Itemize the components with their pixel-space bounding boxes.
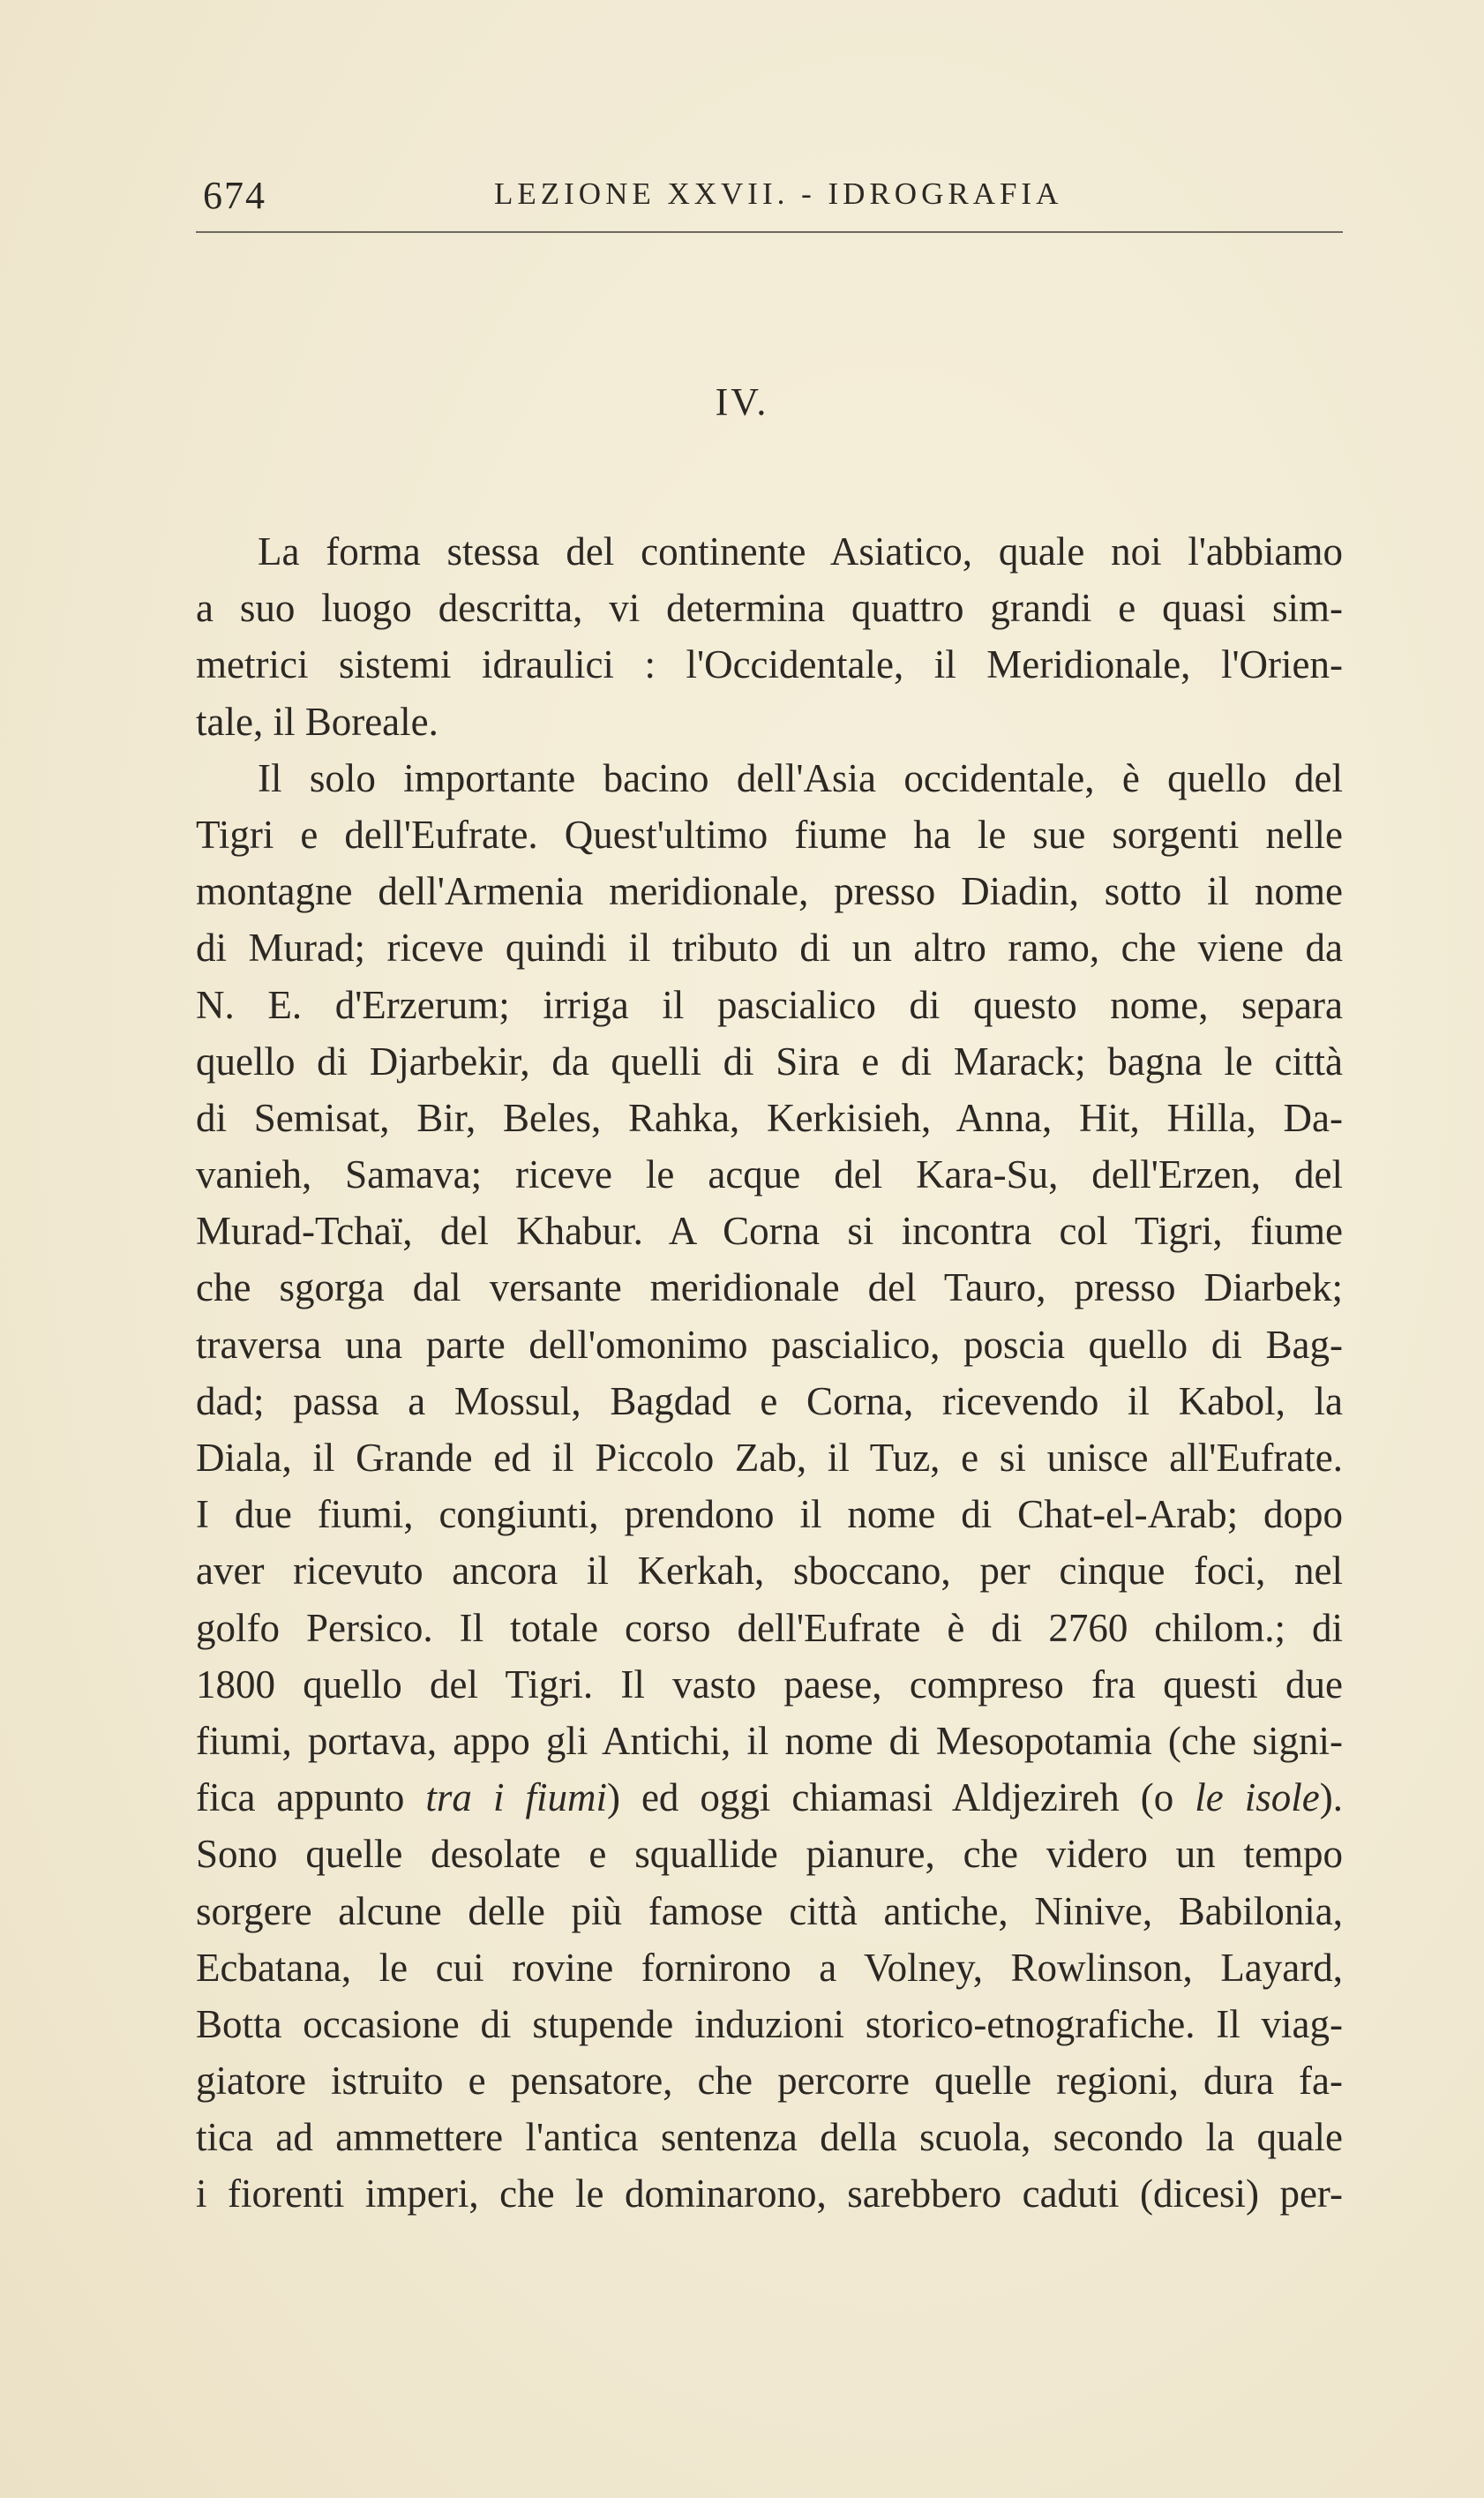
text-line: vanieh, Samava; riceve le acque del Kara-Su, dell'Erzen, del	[196, 1152, 1343, 1197]
text-line: che sgorga dal versante meridionale del Tauro, presso Diarbek;	[196, 1265, 1343, 1310]
text-line: Diala, il Grande ed il Piccolo Zab, il Tuz, e si unisce all'Eufrate.	[196, 1436, 1343, 1480]
text-line: golfo Persico. Il totale corso dell'Eufrate è di 2760 chilom.; di	[196, 1605, 1343, 1650]
text-line: aver ricevuto ancora il Kerkah, sboccano, per cinque foci, nel	[196, 1549, 1343, 1594]
text-line: di Murad; riceve quindi il tributo di un altro ramo, che viene da	[196, 926, 1343, 971]
section-numeral: IV.	[715, 380, 769, 424]
text-line: Il solo importante bacino dell'Asia occidentale, è quello del	[258, 755, 1343, 800]
text-line: Murad-Tchaï, del Khabur. A Corna si incontra col Tigri, fiume	[196, 1209, 1343, 1254]
text-line: Sono quelle desolate e squallide pianure, che videro un tempo	[196, 1832, 1343, 1877]
text-line: montagne dell'Armenia meridionale, presso Diadin, sotto il nome	[196, 869, 1343, 914]
page-number: 674	[203, 174, 266, 217]
text-line: quello di Djarbekir, da quelli di Sira e di Marack; bagna le città	[196, 1039, 1343, 1084]
text-line: tale, il Boreale.	[196, 699, 438, 744]
text-run: fica appunto	[196, 1775, 426, 1820]
italic-phrase: le isole	[1195, 1775, 1320, 1820]
text-run: ) ed oggi chiamasi Aldjezireh (o	[606, 1775, 1195, 1820]
text-line: N. E. d'Erzerum; irriga il pascialico di questo nome, separa	[196, 982, 1343, 1027]
text-line: I due fiumi, congiunti, prendono il nome di Chat-el-Arab; dopo	[196, 1492, 1343, 1537]
italic-phrase: tra i fiumi	[425, 1775, 607, 1820]
text-body	[196, 523, 1343, 2223]
text-line: i fiorenti imperi, che le dominarono, sarebbero caduti (dicesi) per-	[196, 2172, 1343, 2217]
text-line: fiumi, portava, appo gli Antichi, il nome di Mesopotamia (che signi-	[196, 1718, 1343, 1763]
text-line-with-italics	[196, 1769, 1343, 1826]
text-line: di Semisat, Bir, Beles, Rahka, Kerkisieh, Anna, Hit, Hilla, Da-	[196, 1095, 1343, 1140]
text-line: metrici sistemi idraulici : l'Occidentale, il Meridionale, l'Orien-	[196, 642, 1343, 687]
text-line: a suo luogo descritta, vi determina quattro grandi e quasi sim-	[196, 586, 1343, 631]
text-line: Botta occasione di stupende induzioni storico-etnografiche. Il viag-	[196, 2001, 1343, 2046]
text-line: tica ad ammettere l'antica sentenza della scuola, secondo la quale	[196, 2115, 1343, 2160]
text-line: Ecbatana, le cui rovine fornirono a Volney, Rowlinson, Layard,	[196, 1945, 1343, 1990]
text-line: dad; passa a Mossul, Bagdad e Corna, ricevendo il Kabol, la	[196, 1378, 1343, 1423]
text-line: La forma stessa del continente Asiatico, quale noi l'abbiamo	[258, 529, 1343, 574]
text-line: 1800 quello del Tigri. Il vasto paese, compreso fra questi due	[196, 1662, 1343, 1707]
text-line: traversa una parte dell'omonimo pascialico, poscia quello di Bag-	[196, 1322, 1343, 1367]
text-line: sorgere alcune delle più famose città antiche, Ninive, Babilonia,	[196, 1888, 1343, 1933]
text-line: Tigri e dell'Eufrate. Quest'ultimo fiume ha le sue sorgenti nelle	[196, 812, 1343, 857]
header-rule	[196, 231, 1343, 233]
text-run: ).	[1319, 1775, 1343, 1820]
running-head: LEZIONE XXVII. - IDROGRAFIA	[494, 176, 1063, 211]
text-line: giatore istruito e pensatore, che percorre quelle regioni, dura fa-	[196, 2059, 1343, 2104]
